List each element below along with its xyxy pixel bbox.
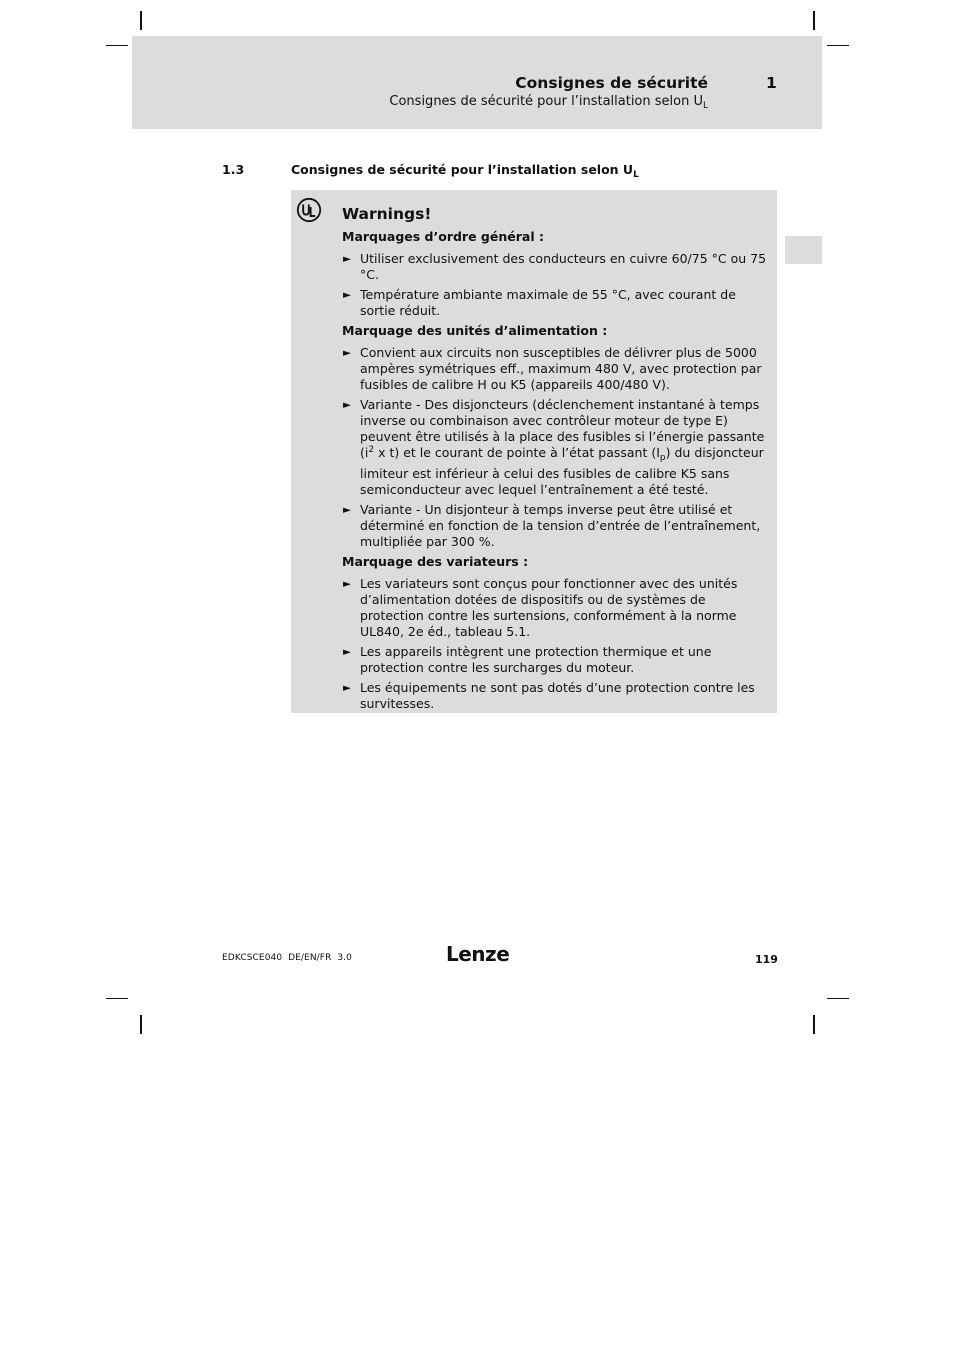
- document-id: EDKCSCE040 DE/EN/FR 3.0: [222, 953, 352, 963]
- list-item-text: Convient aux circuits non susceptibles de délivrer plus de 5000 ampères symétriques eff., maximum 480 V, avec protection par fusibles de calibre H ou K5 (appareils 400/480 V).: [360, 345, 762, 392]
- bullet-arrow-icon: ►: [343, 682, 352, 694]
- list-item-text: Température ambiante maximale de 55 °C, avec courant de sortie réduit.: [360, 287, 736, 318]
- chapter-title: Consignes de sécurité: [515, 74, 708, 92]
- section-title-subscript: L: [633, 170, 639, 180]
- group-heading-power-units: Marquage des unités d’alimentation :: [342, 323, 608, 338]
- text-part: ) du disjoncteur limiteur est inférieur à celui des fusibles de calibre K5 sans semiconducteur avec lequel l’entraînement a été testé.: [360, 445, 764, 497]
- crop-mark: [827, 45, 849, 46]
- chapter-subtitle: [389, 94, 708, 111]
- ul-mark-icon: [296, 197, 322, 223]
- crop-mark: [106, 45, 128, 46]
- list-item: [342, 644, 770, 676]
- text-part: x t) et le courant de pointe à l’état passant (I: [374, 445, 660, 460]
- subscript: p: [659, 453, 666, 463]
- bullet-arrow-icon: ►: [343, 289, 352, 301]
- list-item: [342, 576, 770, 640]
- list-item: [342, 251, 770, 283]
- chapter-subtitle-subscript: L: [702, 101, 708, 111]
- list-item: [342, 680, 770, 712]
- bullet-arrow-icon: ►: [343, 504, 352, 516]
- bullet-arrow-icon: ►: [343, 646, 352, 658]
- bullet-list-drives: [342, 576, 770, 712]
- list-item-text: [360, 397, 764, 497]
- chapter-subtitle-text: Consignes de sécurité pour l’installation selon U: [389, 94, 703, 109]
- bullet-arrow-icon: ►: [343, 578, 352, 590]
- superscript: 2: [368, 445, 375, 455]
- bullet-arrow-icon: ►: [343, 253, 352, 265]
- warning-content: [342, 204, 770, 716]
- crop-mark: [813, 1015, 815, 1034]
- bullet-list-power-units: [342, 345, 770, 550]
- group-heading-drives: Marquage des variateurs :: [342, 554, 529, 569]
- crop-mark: [106, 998, 128, 999]
- group-heading-general: Marquages d’ordre général :: [342, 229, 544, 244]
- list-item: [342, 345, 770, 393]
- list-item-text: Les appareils intègrent une protection thermique et une protection contre les surcharges du moteur.: [360, 644, 712, 675]
- crop-mark: [827, 998, 849, 999]
- bullet-arrow-icon: ►: [343, 399, 352, 411]
- section-title-text: Consignes de sécurité pour l’installation selon U: [291, 162, 634, 177]
- chapter-thumb-tab: [785, 236, 822, 264]
- crop-mark: [813, 11, 815, 30]
- bullet-list-general: [342, 251, 770, 319]
- text-part: Variante - Des disjoncteurs (déclenchement instantané à temps inverse ou combinaison avec contrôleur moteur de type E) peuvent être utilisés à la place des fusibles si l’énergie passante (i: [360, 397, 765, 460]
- list-item-text: Les variateurs sont conçus pour fonctionner avec des unités d’alimentation dotées de dispositifs ou de systèmes de protection contre les surtensions, conformément à la norme UL840, 2e éd., tableau 5.1.: [360, 576, 738, 639]
- crop-mark: [140, 11, 142, 30]
- page-number: 119: [755, 953, 778, 966]
- list-item-text: Les équipements ne sont pas dotés d’une protection contre les survitesses.: [360, 680, 755, 711]
- chapter-number: 1: [766, 74, 777, 92]
- lenze-logo: Lenze: [446, 942, 510, 966]
- warning-title: Warnings!: [342, 205, 432, 223]
- list-item-text: Variante - Un disjonteur à temps inverse peut être utilisé et déterminé en fonction de la tension d’entrée de l’entraînement, multipliée par 300 %.: [360, 502, 761, 549]
- crop-mark: [140, 1015, 142, 1034]
- list-item-text: Utiliser exclusivement des conducteurs en cuivre 60/75 °C ou 75 °C.: [360, 251, 767, 282]
- header-band: [132, 36, 822, 129]
- list-item: [342, 287, 770, 319]
- list-item: [342, 502, 770, 550]
- section-title: [291, 162, 639, 180]
- list-item: [342, 397, 770, 498]
- section-number: 1.3: [222, 162, 245, 177]
- bullet-arrow-icon: ►: [343, 347, 352, 359]
